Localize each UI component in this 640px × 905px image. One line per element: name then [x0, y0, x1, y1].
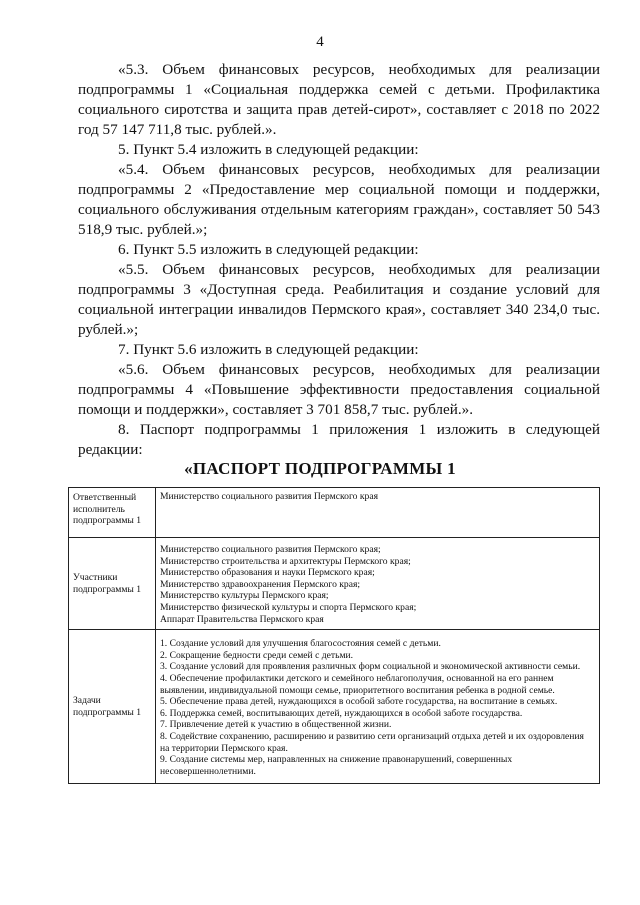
list-item: Министерство здравоохранения Пермского края; [160, 578, 361, 590]
list-item: 2. Сокращение бедности среди семей с детьми. [160, 649, 354, 661]
list-item: Аппарат Правительства Пермского края [160, 613, 324, 625]
list-item: 3. Создание условий для проявления различных форм социальной и экономической активности семьи. [160, 661, 581, 673]
list-item: Министерство образования и науки Пермского края; [160, 567, 375, 579]
tasks-label: Задачи подпрограммы 1 [69, 630, 156, 784]
table-row-participants [69, 538, 600, 630]
participants-list [156, 538, 600, 630]
tasks-list [156, 630, 600, 784]
paragraph-item-6: 6. Пункт 5.5 изложить в следующей редакции: [118, 241, 419, 258]
paragraph-5-6: «5.6. Объем финансовых ресурсов, необходимых для реализации подпрограммы 4 «Повышение эффективности предоставления социальной помощи и поддержки», составляет 3 701 858,7 тыс. рублей.». [78, 361, 600, 418]
responsible-value: Министерство социального развития Пермского края [156, 488, 600, 538]
participants-label: Участники подпрограммы 1 [69, 538, 156, 630]
table-row-tasks [69, 630, 600, 784]
paragraph-5-3: «5.3. Объем финансовых ресурсов, необходимых для реализации подпрограммы 1 «Социальная поддержка семей с детьми. Профилактика социального сиротства и защита прав детей-сирот», составляет с 2018 по 2022 год 57 147 711,8 тыс. рублей.». [78, 61, 600, 138]
list-item: 8. Содействие сохранению, расширению и развитию сети организаций отдыха детей и их оздоровления на территории Пермского края. [160, 730, 584, 754]
table-row-responsible [69, 488, 600, 538]
responsible-label: Ответственный исполнитель подпрограммы 1 [69, 488, 156, 538]
paragraph-item-8: 8. Паспорт подпрограммы 1 приложения 1 изложить в следующей редакции: [78, 421, 600, 458]
page-number: 4 [316, 34, 324, 50]
paragraph-item-5: 5. Пункт 5.4 изложить в следующей редакции: [118, 141, 419, 158]
list-item: Министерство физической культуры и спорта Пермского края; [160, 601, 417, 613]
passport-table [68, 487, 600, 784]
list-item: 6. Поддержка семей, воспитывающих детей, нуждающихся в особой заботе государства. [160, 707, 523, 719]
passport-title: «ПАСПОРТ ПОДПРОГРАММЫ 1 [184, 459, 456, 478]
list-item: Министерство культуры Пермского края; [160, 590, 329, 602]
paragraph-5-4: «5.4. Объем финансовых ресурсов, необходимых для реализации подпрограммы 2 «Предоставление мер социальной помощи и поддержки, социального обслуживания отдельным категориям граждан», составляет 50 543 518,9 тыс. рублей.»; [78, 161, 600, 238]
list-item: 1. Создание условий для улучшения благосостояния семей с детьми. [160, 638, 441, 650]
list-item: Министерство строительства и архитектуры Пермского края; [160, 555, 411, 567]
document-body [78, 60, 600, 460]
paragraph-item-7: 7. Пункт 5.6 изложить в следующей редакции: [118, 341, 419, 358]
paragraph-5-5: «5.5. Объем финансовых ресурсов, необходимых для реализации подпрограммы 3 «Доступная среда. Реабилитация и создание условий для социальной интеграции инвалидов Пермского края», составляет 340 234,0 тыс. рублей.»; [78, 261, 600, 338]
list-item: 4. Обеспечение профилактики детского и семейного неблагополучия, основанной на его раннем выявлении, индивидуальной помощи семье, приоритетного воспитания ребенка в родной семье. [160, 672, 555, 696]
list-item: 9. Создание системы мер, направленных на снижение правонарушений, совершенных несовершеннолетними. [160, 754, 513, 777]
list-item: 5. Обеспечение права детей, нуждающихся в особой заботе государства, на воспитание в семьях. [160, 696, 558, 708]
list-item: Министерство социального развития Пермского края; [160, 544, 381, 555]
list-item: 7. Привлечение детей к участию в общественной жизни. [160, 719, 392, 731]
